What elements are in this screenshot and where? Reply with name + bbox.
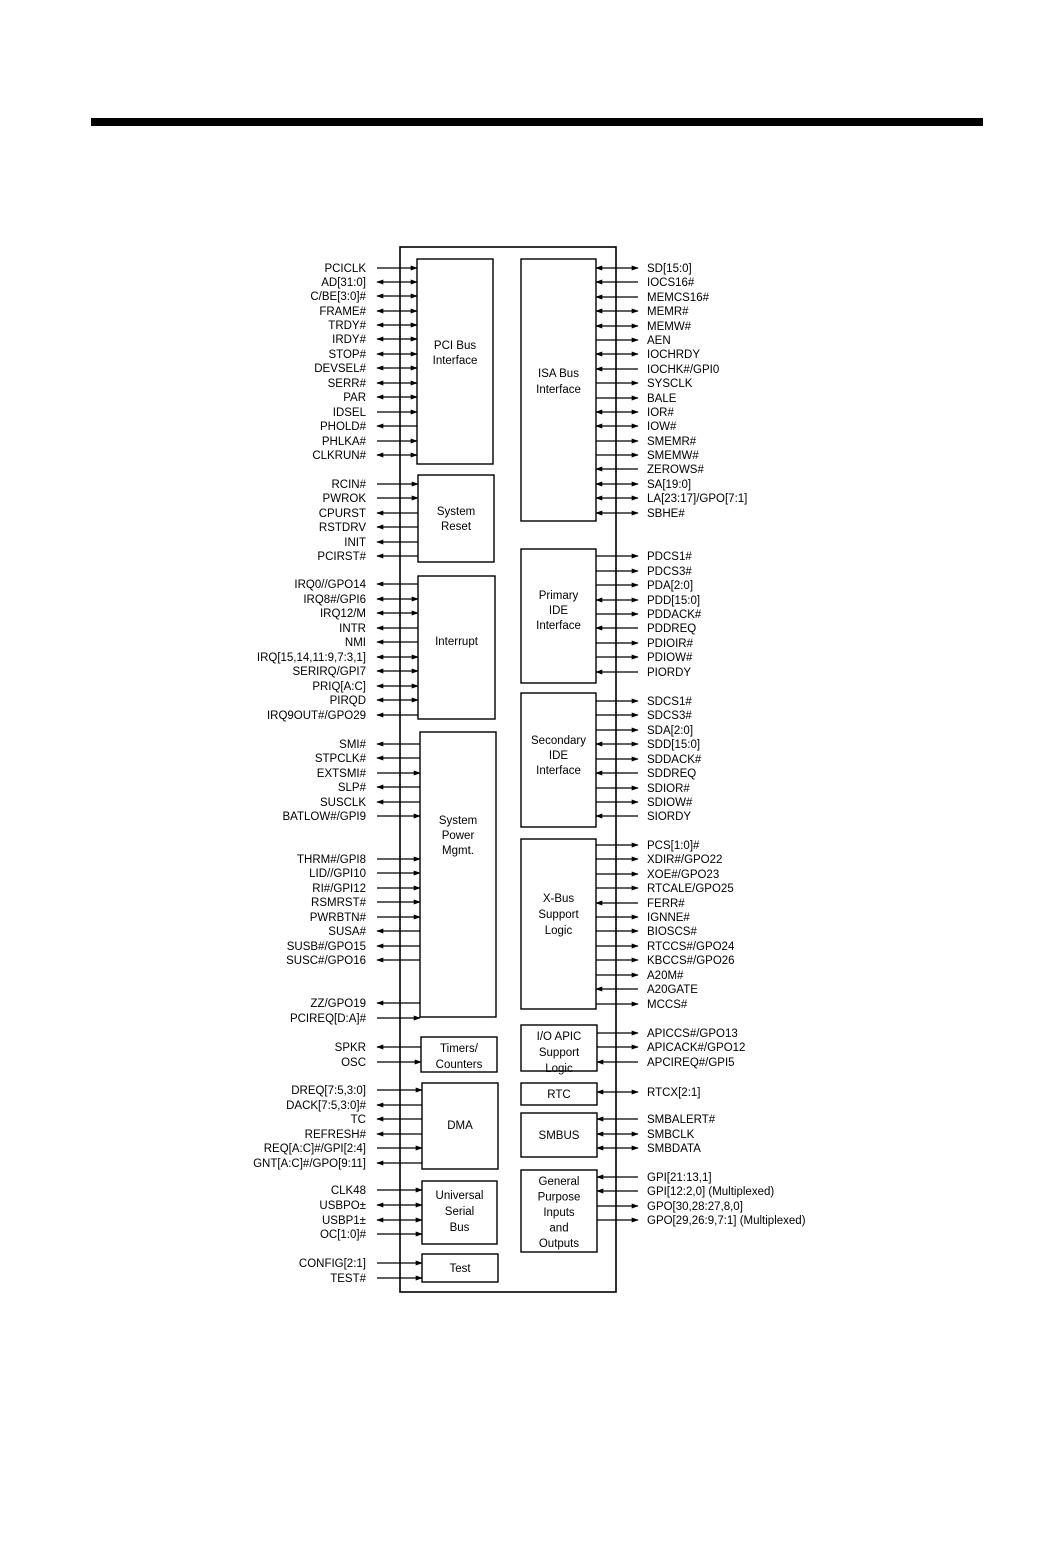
- signal-left: [293, 666, 419, 678]
- signal-label: DEVSEL#: [314, 363, 366, 375]
- signal-left: [257, 652, 418, 664]
- signal-left: [335, 1042, 421, 1054]
- signal-label: SDA[2:0]: [647, 725, 694, 737]
- signal-right: [596, 580, 693, 592]
- signal-label: REFRESH#: [304, 1129, 366, 1141]
- signal-right: [596, 306, 689, 318]
- signal-label: PHOLD#: [319, 421, 366, 433]
- signal-label: BATLOW#/GPI9: [282, 811, 366, 823]
- block-gpio-label-line: and: [549, 1222, 569, 1235]
- signal-left: [330, 695, 418, 707]
- signal-right: [596, 811, 691, 823]
- signal-right: [596, 710, 692, 722]
- signal-right: [596, 508, 685, 520]
- signal-right: [597, 1057, 735, 1069]
- signal-label: PWROK: [322, 493, 366, 505]
- signal-label: PDDREQ: [647, 623, 697, 635]
- signal-label: OC[1:0]#: [319, 1229, 366, 1241]
- signal-right: [596, 393, 677, 405]
- signal-label: PDD[15:0]: [647, 595, 701, 607]
- signal-label: FRAME#: [319, 306, 366, 318]
- signal-right: [596, 551, 692, 563]
- signal-left: [322, 1215, 422, 1227]
- signal-label: INIT: [344, 537, 366, 549]
- signal-left: [303, 594, 418, 606]
- signal-right: [596, 638, 694, 650]
- signal-left: [351, 1114, 422, 1126]
- block-test-label-line: Test: [449, 1263, 471, 1275]
- signal-label: MEMCS16#: [647, 292, 709, 304]
- signal-left: [329, 349, 418, 361]
- block-isa-label-line: ISA Bus: [538, 368, 579, 380]
- signal-label: SBHE#: [647, 508, 685, 520]
- signal-label: SDCS1#: [647, 696, 692, 708]
- block-ioapic-label-line: I/O APIC: [536, 1031, 582, 1043]
- signal-label: RSTDRV: [318, 522, 366, 534]
- signal-left: [343, 392, 417, 404]
- signal-right: [597, 1028, 738, 1040]
- block-usb-label-line: Bus: [449, 1222, 470, 1234]
- signal-label: STOP#: [328, 349, 366, 361]
- signal-left: [315, 753, 420, 765]
- signal-left: [330, 1273, 422, 1285]
- block-ioapic: [521, 1025, 597, 1075]
- signal-right: [596, 667, 691, 679]
- signal-right: [596, 869, 719, 881]
- signal-right: [596, 854, 722, 866]
- signal-label: RTCALE/GPO25: [647, 883, 734, 895]
- signal-label: PCS[1:0]#: [647, 840, 700, 852]
- block-usb: [422, 1181, 497, 1244]
- signal-label: FERR#: [647, 898, 685, 910]
- block-spm-label-line: System: [438, 815, 478, 827]
- block-gpio-label-line: Inputs: [543, 1207, 575, 1219]
- signal-left: [322, 436, 417, 448]
- block-spm: [420, 732, 496, 1017]
- signal-label: PIRQD: [329, 695, 366, 707]
- signal-left: [333, 407, 417, 419]
- signal-label: SDD[15:0]: [647, 739, 701, 751]
- signal-left: [264, 1143, 422, 1155]
- signal-label: SUSC#/GPO16: [286, 955, 366, 967]
- block-spm-label-line: Mgmt.: [442, 845, 474, 857]
- signal-right: [596, 926, 697, 938]
- signal-label: SD[15:0]: [647, 263, 692, 275]
- signal-label: PDCS1#: [647, 551, 692, 563]
- block-spm-label-line: Power: [441, 830, 475, 842]
- signal-label: EXTSMI#: [316, 768, 366, 780]
- signal-label: SMEMR#: [647, 436, 697, 448]
- signal-right: [597, 1087, 700, 1099]
- signal-label: PWRBTN#: [309, 912, 366, 924]
- signal-label: GPI[12:2,0] (Multiplexed): [647, 1186, 775, 1198]
- block-rtc-label-line: RTC: [547, 1089, 571, 1101]
- signal-label: ZZ/GPO19: [310, 998, 366, 1010]
- signal-right: [596, 783, 690, 795]
- block-isa: [521, 259, 596, 521]
- signal-left: [310, 291, 417, 303]
- signal-label: IOW#: [647, 421, 677, 433]
- block-gpio-label-line: General: [538, 1176, 580, 1188]
- block-timers: [421, 1037, 497, 1072]
- signal-label: PCIREQ[D:A]#: [289, 1013, 366, 1025]
- signal-label: SMI#: [339, 739, 366, 751]
- block-side-label-line: Secondary: [531, 735, 586, 747]
- signal-right: [596, 912, 690, 924]
- signal-label: USBPO±: [319, 1200, 366, 1212]
- signal-right: [597, 1129, 695, 1141]
- signal-right: [596, 898, 685, 910]
- block-reset: [418, 475, 494, 562]
- signal-label: LA[23:17]/GPO[7:1]: [647, 493, 748, 505]
- signal-left: [312, 450, 417, 462]
- block-dma: [422, 1083, 498, 1169]
- signal-right: [596, 436, 697, 448]
- block-usb-label-line: Universal: [435, 1190, 484, 1202]
- signal-label: NMI: [344, 637, 366, 649]
- block-pide: [521, 549, 596, 683]
- block-pci: [417, 259, 493, 464]
- signal-right: [596, 999, 688, 1011]
- signal-left: [317, 551, 418, 563]
- signal-label: CLK48: [330, 1185, 366, 1197]
- signal-left: [310, 912, 420, 924]
- block-side-label-line: IDE: [548, 750, 569, 762]
- signal-label: SMBDATA: [647, 1143, 701, 1155]
- signal-label: REQ[A:C]#/GPI[2:4]: [263, 1143, 366, 1155]
- signal-left: [339, 739, 420, 751]
- signal-label: SUSCLK: [319, 797, 366, 809]
- block-reset-box: [418, 475, 494, 562]
- signal-left: [338, 782, 420, 794]
- signal-label: IRQ9OUT#/GPO29: [266, 710, 366, 722]
- signal-label: IRQ[15,14,11:9,7:3,1]: [256, 652, 366, 664]
- block-rtc: [521, 1083, 597, 1105]
- signal-left: [297, 854, 420, 866]
- signal-right: [596, 623, 696, 635]
- signal-right: [596, 739, 700, 751]
- signal-label: GNT[A:C]#/GPO[9:11]: [253, 1158, 366, 1170]
- signal-label: SERR#: [327, 378, 366, 390]
- signal-right: [596, 450, 699, 462]
- signal-left: [345, 637, 418, 649]
- signal-left: [331, 1185, 422, 1197]
- signal-left: [319, 306, 417, 318]
- signal-label: DREQ[7:5,3:0]: [291, 1085, 366, 1097]
- signal-label: TEST#: [330, 1273, 366, 1285]
- signal-label: XOE#/GPO23: [647, 869, 720, 881]
- signal-label: APICACK#/GPO12: [647, 1042, 746, 1054]
- signal-label: SDCS3#: [647, 710, 692, 722]
- signal-label: RSMRST#: [311, 897, 366, 909]
- block-spm-box: [420, 732, 496, 1017]
- signal-label: IOCHRDY: [647, 349, 701, 361]
- block-reset-label-line: System: [436, 506, 476, 518]
- signal-left: [331, 479, 418, 491]
- signal-label: PRIQ[A:C]: [312, 681, 366, 693]
- signal-label: BALE: [647, 393, 677, 405]
- block-side: [521, 693, 596, 827]
- signal-label: INTR: [339, 623, 366, 635]
- signal-label: APICCS#/GPO13: [647, 1028, 738, 1040]
- block-timers-label-line: Timers/: [440, 1043, 478, 1055]
- signal-left: [286, 1100, 422, 1112]
- signal-right: [596, 696, 692, 708]
- block-dma-label-line: DMA: [447, 1120, 473, 1132]
- signal-label: SMBALERT#: [647, 1114, 716, 1126]
- signal-right: [597, 1215, 806, 1227]
- signal-label: SDDREQ: [647, 768, 697, 780]
- signal-label: OSC: [341, 1057, 366, 1069]
- signal-label: PIORDY: [647, 667, 692, 679]
- signal-left: [319, 522, 418, 534]
- signal-left: [317, 768, 420, 780]
- signal-label: RI#/GPI12: [312, 883, 366, 895]
- signal-label: SDIOW#: [647, 797, 693, 809]
- block-gpio-label-line: Purpose: [537, 1191, 581, 1204]
- signal-right: [596, 493, 747, 505]
- signal-right: [596, 321, 692, 333]
- block-smbus-label-line: SMBUS: [538, 1130, 580, 1142]
- signal-label: BIOSCS#: [647, 926, 697, 938]
- signal-label: SMBCLK: [647, 1129, 695, 1141]
- signal-right: [596, 263, 692, 275]
- signal-label: XDIR#/GPO22: [647, 854, 723, 866]
- signal-label: TRDY#: [328, 320, 366, 332]
- signal-label: PAR: [343, 392, 366, 404]
- signal-right: [596, 840, 700, 852]
- signal-left: [320, 797, 420, 809]
- signal-right: [596, 725, 693, 737]
- signal-right: [596, 984, 698, 996]
- block-xbus-label-line: X-Bus: [542, 893, 575, 905]
- signal-label: MCCS#: [647, 999, 688, 1011]
- signal-left: [328, 378, 417, 390]
- block-usb-label-line: Serial: [444, 1206, 475, 1218]
- signal-label: RCIN#: [331, 479, 366, 491]
- signal-left: [320, 1229, 422, 1241]
- signal-label: PDIOW#: [647, 652, 693, 664]
- signal-right: [597, 1042, 745, 1054]
- signal-label: RTCCS#/GPO24: [647, 941, 735, 953]
- signal-right: [596, 479, 691, 491]
- signal-left: [309, 868, 420, 880]
- signal-right: [596, 378, 693, 390]
- signal-left: [324, 263, 417, 275]
- signal-label: PDDACK#: [647, 609, 702, 621]
- signal-right: [596, 464, 704, 476]
- chip-outline: [400, 247, 616, 1292]
- signal-left: [253, 1158, 422, 1170]
- signal-label: CONFIG[2:1]: [298, 1258, 366, 1270]
- block-xbus-label-line: Logic: [544, 925, 573, 937]
- block-pide-label-line: IDE: [548, 605, 569, 617]
- signal-left: [319, 508, 418, 520]
- signal-label: IRDY#: [332, 334, 366, 346]
- signal-left: [311, 897, 420, 909]
- signal-left: [332, 334, 417, 346]
- signal-label: GPO[29,26:9,7:1] (Multiplexed): [647, 1215, 806, 1227]
- signal-label: IOCS16#: [647, 277, 695, 289]
- signal-right: [597, 1186, 774, 1198]
- signal-right: [596, 566, 692, 578]
- signal-label: MEMR#: [647, 306, 689, 318]
- signal-left: [339, 623, 418, 635]
- signal-right: [596, 941, 735, 953]
- signal-right: [596, 652, 693, 664]
- signal-left: [323, 493, 418, 505]
- signal-label: IRQ0//GPO14: [294, 579, 366, 591]
- signal-label: AEN: [647, 335, 671, 347]
- signal-label: SPKR: [334, 1042, 366, 1054]
- block-timers-label-line: Counters: [435, 1059, 483, 1071]
- block-pci-label-line: Interface: [432, 355, 478, 367]
- signal-label: DACK[7:5,3:0]#: [286, 1100, 366, 1112]
- signal-right: [596, 335, 671, 347]
- signal-label: IRQ8#/GPI6: [303, 594, 366, 606]
- signal-left: [320, 421, 417, 433]
- signal-label: TC: [350, 1114, 366, 1126]
- signal-right: [596, 595, 700, 607]
- block-gpio-label-line: Outputs: [538, 1238, 580, 1250]
- signal-label: STPCLK#: [314, 753, 366, 765]
- signal-left: [267, 710, 418, 722]
- signal-label: PDIOIR#: [647, 638, 694, 650]
- block-test: [422, 1254, 498, 1282]
- block-pide-label-line: Interface: [536, 620, 581, 632]
- signal-label: APCIREQ#/GPI5: [647, 1057, 735, 1069]
- signal-label: SYSCLK: [647, 378, 693, 390]
- block-pide-label-line: Primary: [538, 590, 579, 602]
- signal-label: IDSEL: [332, 407, 366, 419]
- signal-label: A20GATE: [647, 984, 698, 996]
- signal-label: GPI[21:13,1]: [647, 1172, 712, 1184]
- signal-left: [320, 608, 418, 620]
- signal-label: LID//GPI10: [309, 868, 366, 880]
- signal-label: IGNNE#: [647, 912, 690, 924]
- block-interrupt-label-line: Interrupt: [435, 636, 478, 648]
- signal-label: PDA[2:0]: [647, 580, 694, 592]
- signal-label: SUSB#/GPO15: [286, 941, 366, 953]
- signal-right: [596, 768, 696, 780]
- signal-label: PDCS3#: [647, 566, 692, 578]
- signal-label: AD[31:0]: [321, 277, 366, 289]
- signal-right: [596, 970, 684, 982]
- signal-label: CLKRUN#: [312, 450, 366, 462]
- signal-right: [596, 754, 702, 766]
- signal-label: IRQ12/M: [319, 608, 366, 620]
- signal-right: [597, 1114, 716, 1126]
- signal-right: [596, 349, 700, 361]
- signal-label: MEMW#: [647, 321, 692, 333]
- signal-left: [344, 537, 418, 549]
- signal-right: [596, 797, 693, 809]
- signal-label: IOCHK#/GPI0: [647, 364, 720, 376]
- signal-label: ZEROWS#: [647, 464, 704, 476]
- signal-left: [312, 883, 420, 895]
- signal-label: A20M#: [647, 970, 684, 982]
- signal-label: SA[19:0]: [647, 479, 692, 491]
- signal-right: [597, 1143, 701, 1155]
- signal-left: [319, 1200, 422, 1212]
- signal-right: [597, 1201, 743, 1213]
- signal-label: PCIRST#: [317, 551, 366, 563]
- signal-left: [312, 681, 418, 693]
- signal-label: PCICLK: [324, 263, 366, 275]
- signal-label: SUSA#: [328, 926, 366, 938]
- signal-label: USBP1±: [321, 1215, 366, 1227]
- signal-right: [596, 421, 677, 433]
- signal-right: [596, 277, 695, 289]
- block-side-label-line: Interface: [536, 765, 581, 777]
- signal-left: [321, 277, 417, 289]
- block-pci-label-line: PCI Bus: [433, 340, 477, 352]
- signal-label: SLP#: [337, 782, 366, 794]
- signal-left: [299, 1258, 422, 1270]
- signal-label: SDIOR#: [647, 783, 690, 795]
- signal-label: SMEMW#: [647, 450, 699, 462]
- signal-left: [305, 1129, 422, 1141]
- block-xbus-box: [521, 839, 596, 1009]
- signal-label: SERIRQ/GPI7: [292, 666, 366, 678]
- block-ioapic-label-line: Logic: [545, 1063, 573, 1075]
- block-xbus-label-line: Support: [538, 909, 579, 921]
- signal-left: [314, 363, 417, 375]
- signal-label: CPURST: [318, 508, 366, 520]
- signal-label: GPO[30,28:27,8,0]: [647, 1201, 743, 1213]
- signal-label: SDDACK#: [647, 754, 702, 766]
- block-ioapic-label-line: Support: [538, 1047, 580, 1059]
- signal-left: [310, 998, 420, 1010]
- signal-left: [291, 1085, 422, 1097]
- signal-label: THRM#/GPI8: [296, 854, 366, 866]
- block-xbus: [521, 839, 596, 1009]
- block-gpio: [521, 1170, 597, 1252]
- signal-left: [328, 926, 420, 938]
- signal-label: KBCCS#/GPO26: [647, 955, 735, 967]
- signal-label: C/BE[3:0]#: [310, 291, 366, 303]
- signal-right: [596, 407, 674, 419]
- block-isa-label-line: Interface: [536, 384, 581, 396]
- block-reset-label-line: Reset: [440, 521, 472, 533]
- signal-label: PHLKA#: [321, 436, 366, 448]
- signal-left: [341, 1057, 421, 1069]
- block-smbus: [521, 1113, 597, 1157]
- signal-right: [597, 1172, 712, 1184]
- block-interrupt: [418, 576, 495, 719]
- signal-label: SIORDY: [647, 811, 692, 823]
- signal-right: [596, 364, 719, 376]
- signal-right: [596, 292, 710, 304]
- signal-label: RTCX[2:1]: [647, 1087, 701, 1099]
- signal-label: IOR#: [647, 407, 674, 419]
- signal-left: [328, 320, 417, 332]
- signal-right: [596, 609, 702, 621]
